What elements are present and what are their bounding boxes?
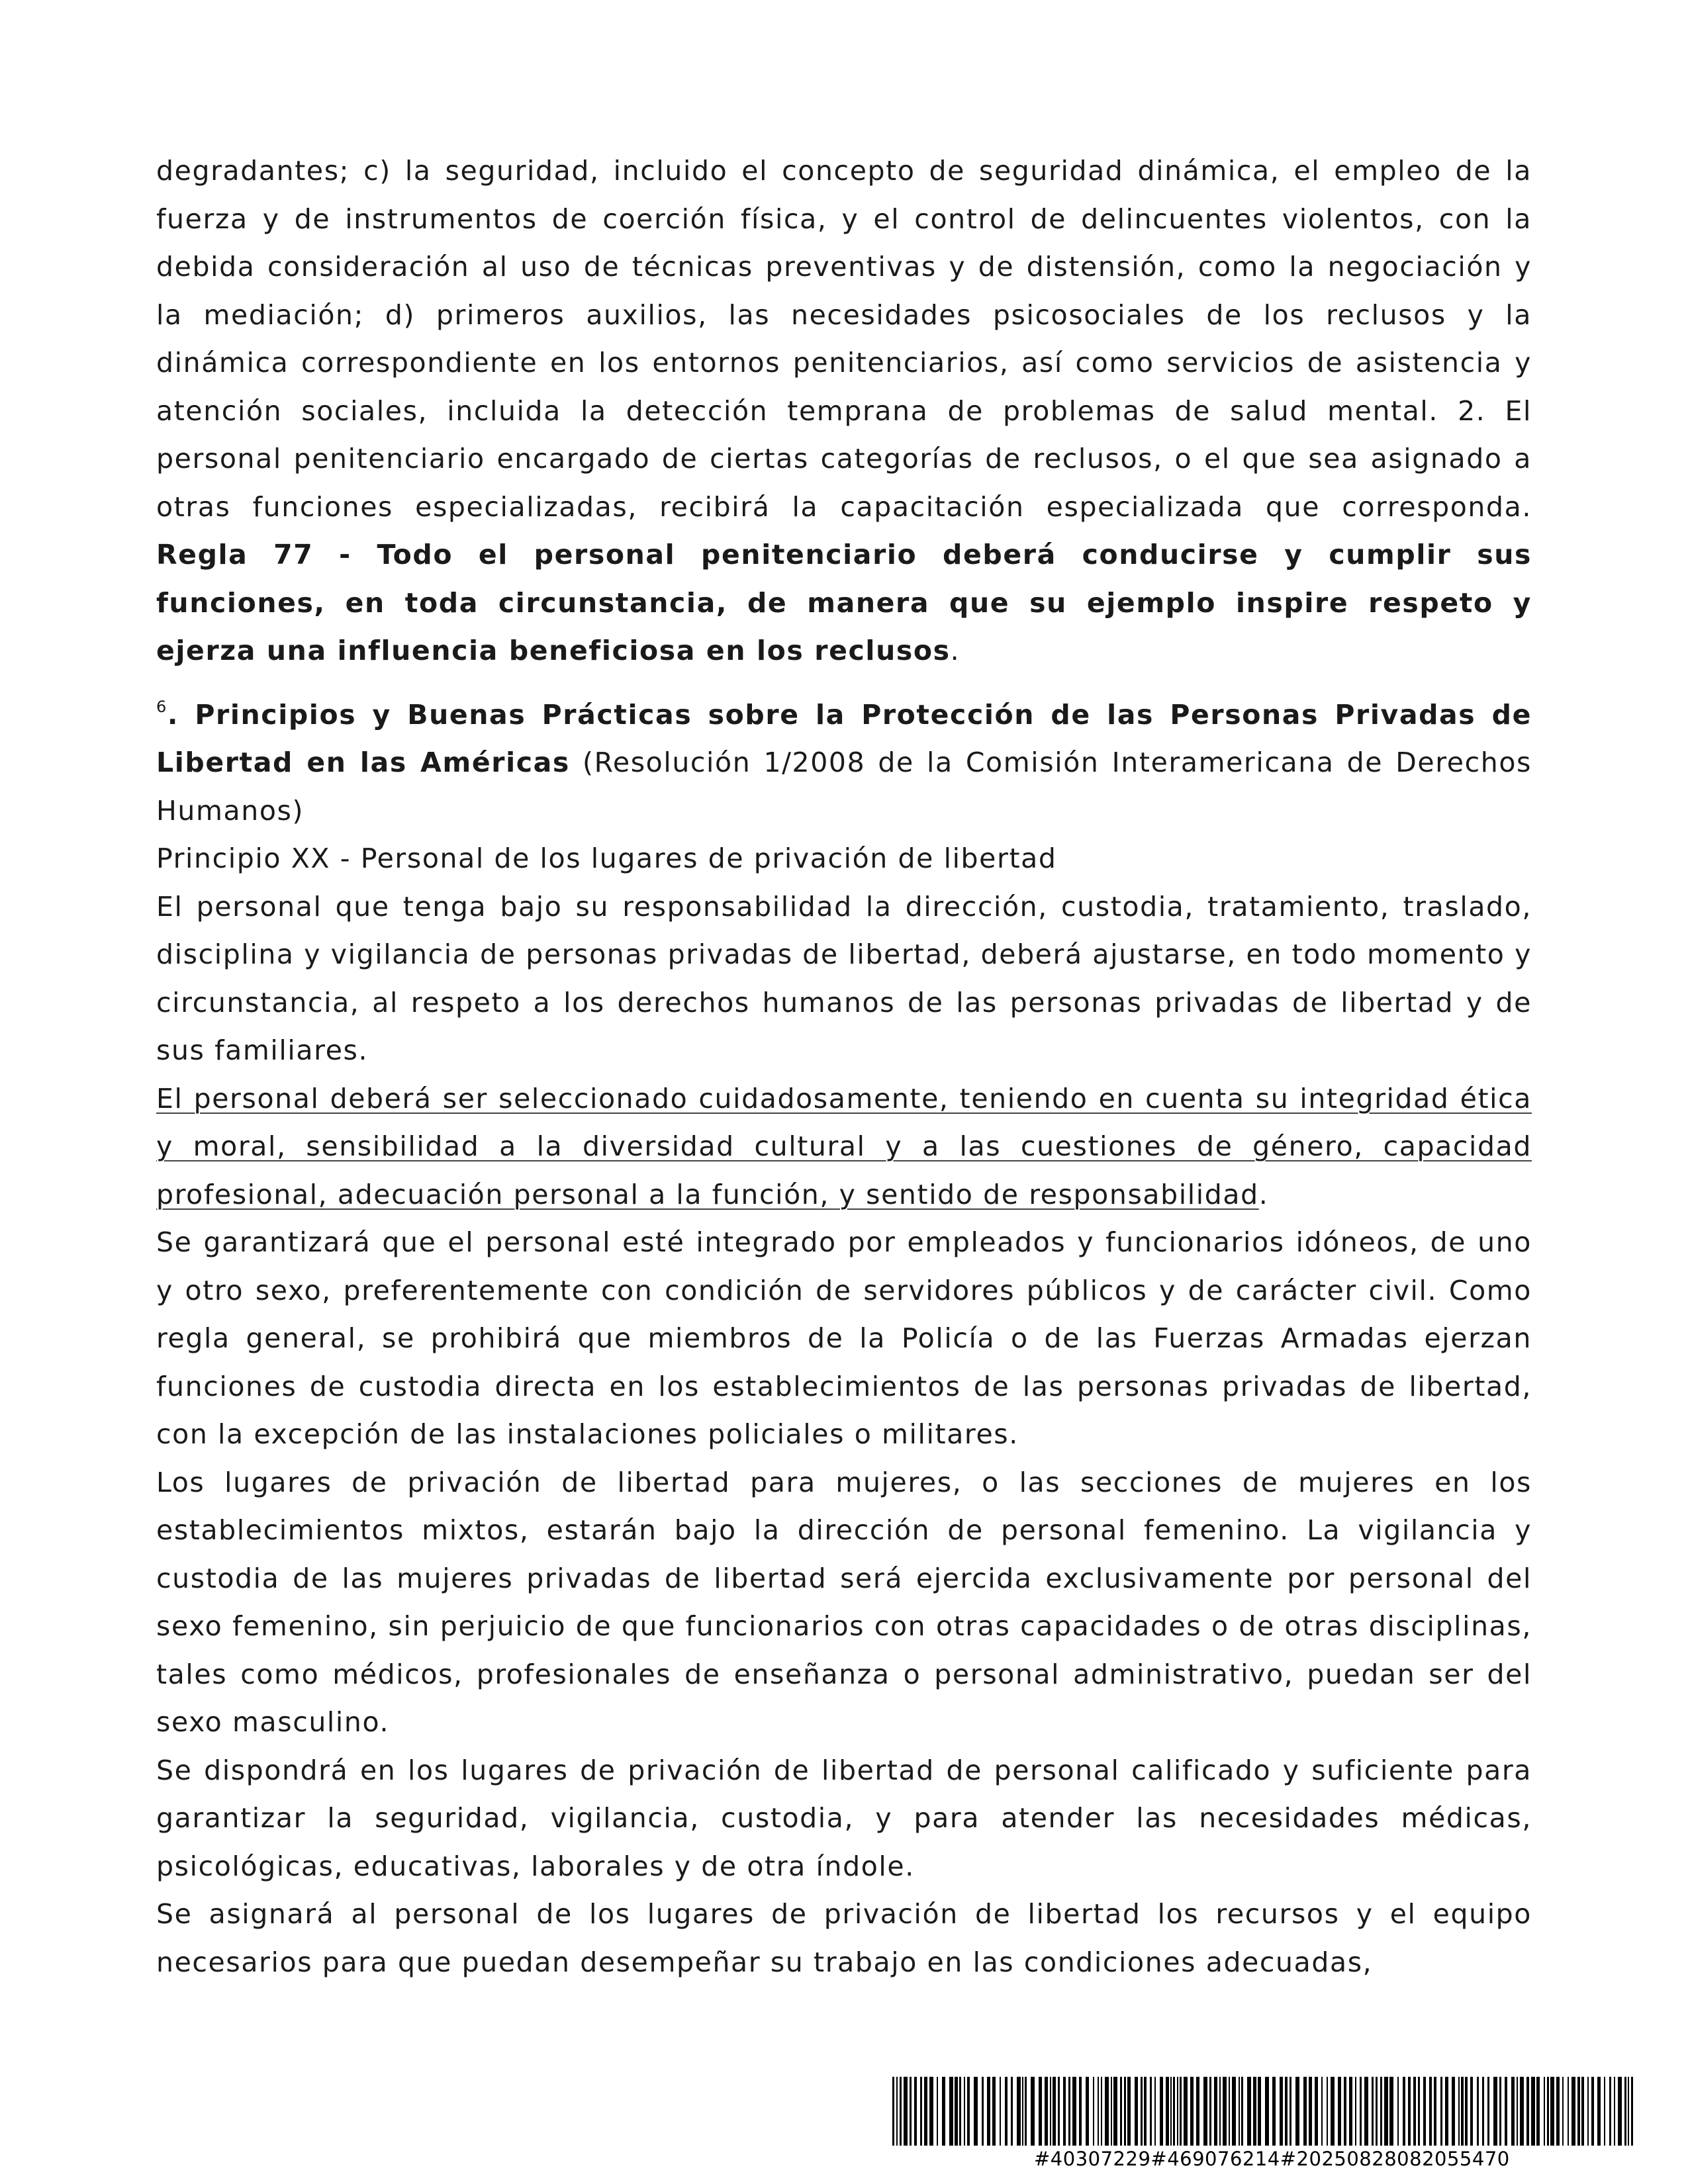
barcode-bar — [1344, 2077, 1346, 2146]
barcode-bar — [1571, 2077, 1575, 2146]
barcode-bar — [1624, 2077, 1626, 2146]
barcode-bar — [1093, 2077, 1094, 2146]
regla-77-period: . — [950, 635, 961, 666]
barcode-bar — [1376, 2077, 1378, 2146]
barcode-bar — [1418, 2077, 1420, 2146]
barcode-bar — [949, 2077, 953, 2146]
barcode-bar — [1050, 2077, 1051, 2146]
barcode-bar — [1429, 2077, 1432, 2146]
barcode-bar — [1039, 2077, 1042, 2146]
barcode-bar — [1086, 2077, 1089, 2146]
barcode-bar — [1338, 2077, 1341, 2146]
barcode-bar — [1177, 2077, 1178, 2146]
barcode-bar — [1154, 2077, 1156, 2146]
barcode-bar — [929, 2077, 933, 2146]
barcode-bar — [1209, 2077, 1211, 2146]
barcode-bar — [1591, 2077, 1594, 2146]
barcode-bar — [1285, 2077, 1288, 2146]
barcode-bar — [982, 2077, 984, 2146]
barcode-bar — [1150, 2077, 1152, 2146]
barcode-bar — [1531, 2077, 1535, 2146]
barcode-bar — [1184, 2077, 1188, 2146]
barcode-bar — [1458, 2077, 1460, 2146]
barcode-bar — [1440, 2077, 1442, 2146]
barcode-bar — [1372, 2077, 1374, 2146]
barcode-bar — [1556, 2077, 1560, 2146]
barcode-bar — [974, 2077, 978, 2146]
barcode-bar — [1403, 2077, 1405, 2146]
barcode-bar — [900, 2077, 902, 2146]
barcode-bar — [1609, 2077, 1611, 2146]
barcode-bar — [1445, 2077, 1448, 2146]
barcode-bar — [1321, 2077, 1323, 2146]
barcode-bar — [1526, 2077, 1529, 2146]
barcode-bar — [1327, 2077, 1328, 2146]
barcode-bar — [1101, 2077, 1102, 2146]
paragraph-3 — [156, 1218, 1532, 1459]
barcode-bar — [1461, 2077, 1464, 2146]
barcode-bar — [1113, 2077, 1117, 2146]
barcode-bar — [1364, 2077, 1368, 2146]
barcode-bar — [1079, 2077, 1082, 2146]
barcode-bar — [937, 2077, 938, 2146]
barcode-bar — [1272, 2077, 1276, 2146]
paragraph-5-text: Se dispondrá en los lugares de privación de libertad de personal calificado y suficiente para garantizar la seguridad, vigilancia, custodia, y para atender las necesidades médicas, psicológicas, educativas, laborales y de otra índole. — [156, 1754, 1532, 1882]
barcode-bar — [1587, 2077, 1589, 2146]
barcode-bar — [1355, 2077, 1356, 2146]
barcode-bar — [1577, 2077, 1580, 2146]
barcode-bar — [1536, 2077, 1540, 2146]
barcode-bar — [1141, 2077, 1143, 2146]
barcode-bar — [1517, 2077, 1518, 2146]
barcode-bar — [1389, 2077, 1393, 2146]
barcode-bar — [1397, 2077, 1399, 2146]
barcode-bar — [1493, 2077, 1497, 2146]
barcode-bar — [964, 2077, 965, 2146]
barcode-bar — [1247, 2077, 1251, 2146]
barcode-bar — [1303, 2077, 1307, 2146]
barcode-bar — [1053, 2077, 1056, 2146]
barcode-bar — [1098, 2077, 1099, 2146]
barcode-bar — [1499, 2077, 1501, 2146]
barcode-text: #40307229#469076214#20250828082055470 — [1034, 2148, 1510, 2170]
barcode-bar — [1477, 2077, 1479, 2146]
barcode-bar — [987, 2077, 990, 2146]
barcode-bar — [1058, 2077, 1060, 2146]
barcode-bar — [1434, 2077, 1436, 2146]
barcode-bar — [1562, 2077, 1564, 2146]
barcode-bar — [1452, 2077, 1455, 2146]
barcode-bar — [1063, 2077, 1066, 2146]
barcode-bar — [1068, 2077, 1070, 2146]
paragraph-2 — [156, 1075, 1532, 1219]
barcode-bar — [1017, 2077, 1021, 2146]
barcode-bar — [1170, 2077, 1172, 2146]
barcode-bar — [1470, 2077, 1473, 2146]
barcode-bar — [1031, 2077, 1035, 2146]
barcode-bar — [1631, 2077, 1633, 2146]
paragraph-6-text: Se asignará al personal de los lugares de privación de libertad los recursos y el equipo necesarios para que puedan desempeñar su trabajo en las condiciones adecuadas, — [156, 1898, 1532, 1978]
continuation-text: degradantes; c) la seguridad, incluido el concepto de seguridad dinámica, el empleo de la fuerza y de instrumentos de coerción física, y el control de delincuentes violentos, con la debida consideración al uso de técnicas preventivas y de distensión, como la negociación y la mediación; d) primeros auxilios, las necesidades psicosociales de los reclusos y la dinámica correspondiente en los entornos penitenciarios, así como servicios de asistencia y atención sociales, incluida la detección temprana de problemas de salud mental. 2. El personal penitenciario encargado de ciertas categorías de reclusos, o el que sea asignado a otras funciones especializadas, recibirá la capacitación especializada que corresponda. — [156, 155, 1532, 523]
barcode-bar — [1550, 2077, 1554, 2146]
barcode-bar — [920, 2077, 922, 2146]
barcode — [892, 2077, 1634, 2146]
barcode-bar — [1487, 2077, 1489, 2146]
paragraph-2-period: . — [1258, 1178, 1269, 1210]
barcode-image — [892, 2077, 1634, 2146]
barcode-bar — [1241, 2077, 1243, 2146]
barcode-bar — [967, 2077, 970, 2146]
barcode-bar — [1380, 2077, 1382, 2146]
paragraph-4-text: Los lugares de privación de libertad para mujeres, o las secciones de mujeres en los establecimientos mixtos, estarán bajo la dirección de personal femenino. La vigilancia y custodia de las mujeres privadas de libertad será ejercida exclusivamente por personal del sexo femenino, sin perjuicio de que funcionarios con otras capacidades o de otras disciplinas, tales como médicos, profesionales de enseñanza o personal administrativo, puedan ser del sexo masculino. — [156, 1466, 1532, 1738]
barcode-bar — [959, 2077, 961, 2146]
barcode-bar — [1232, 2077, 1236, 2146]
barcode-bar — [1045, 2077, 1048, 2146]
barcode-bar — [1072, 2077, 1076, 2146]
barcode-bar — [1239, 2077, 1240, 2146]
barcode-bar — [1289, 2077, 1291, 2146]
barcode-bar — [1360, 2077, 1362, 2146]
barcode-bar — [1309, 2077, 1312, 2146]
barcode-bar — [1253, 2077, 1256, 2146]
barcode-bar — [1408, 2077, 1411, 2146]
paragraph-6 — [156, 1890, 1532, 1986]
barcode-bar — [1618, 2077, 1622, 2146]
paragraph-1-text: El personal que tenga bajo su responsabilidad la dirección, custodia, tratamiento, traslado, disciplina y vigilancia de personas privadas de libertad, deberá ajustarse, en todo momento y circunstancia, al respeto a los derechos humanos de las personas privadas de libertad y de sus familiares. — [156, 890, 1532, 1066]
barcode-bar — [1295, 2077, 1299, 2146]
principios-source: (Resolución 1/2008 de la Comisión Interamericana de Derechos Humanos) — [156, 747, 1532, 827]
barcode-bar — [1628, 2077, 1629, 2146]
barcode-bar — [1614, 2077, 1615, 2146]
barcode-bar — [1219, 2077, 1221, 2146]
barcode-bar — [1223, 2077, 1227, 2146]
paragraph-5 — [156, 1747, 1532, 1891]
paragraph-3-text: Se garantizará que el personal esté integrado por empleados y funcionarios idóneos, de uno y otro sexo, preferentemente con condición de servidores públicos y de carácter civil. Como regla general, se prohibirá que miembros de la Policía o de las Fuerzas Armadas ejerzan funciones de custodia directa en los establecimientos de las personas privadas de libertad, con la excepción de las instalaciones policiales o militares. — [156, 1226, 1532, 1450]
barcode-bar — [1349, 2077, 1352, 2146]
continuation-paragraph — [156, 147, 1532, 675]
barcode-bar — [1331, 2077, 1335, 2146]
barcode-bar — [1505, 2077, 1507, 2146]
barcode-bar — [1144, 2077, 1147, 2146]
barcode-bar — [1203, 2077, 1207, 2146]
barcode-bar — [892, 2077, 894, 2146]
barcode-bar — [1214, 2077, 1217, 2146]
barcode-bar — [1511, 2077, 1515, 2146]
barcode-bar — [896, 2077, 898, 2146]
barcode-bar — [1120, 2077, 1122, 2146]
barcode-bar — [1315, 2077, 1318, 2146]
barcode-bar — [1280, 2077, 1283, 2146]
barcode-bar — [1229, 2077, 1230, 2146]
barcode-bar — [1258, 2077, 1261, 2146]
barcode-bar — [1127, 2077, 1131, 2146]
paragraph-1 — [156, 883, 1532, 1075]
barcode-bar — [1000, 2077, 1001, 2146]
barcode-bar — [1166, 2077, 1169, 2146]
paragraph-2-underlined-text: El personal deberá ser seleccionado cuidadosamente, teniendo en cuenta su integridad ética y moral, sensibilidad a la diversidad cultural y a las cuestiones de género, capacidad profesional, adecuación personal a la función, y sentido de responsabilidad — [156, 1082, 1532, 1210]
barcode-bar — [1465, 2077, 1468, 2146]
barcode-bar — [1423, 2077, 1426, 2146]
footnote-marker: 6 — [156, 697, 167, 716]
barcode-bar — [1482, 2077, 1484, 2146]
barcode-bar — [1568, 2077, 1569, 2146]
barcode-bar — [1173, 2077, 1175, 2146]
barcode-bar — [1384, 2077, 1388, 2146]
barcode-bar — [914, 2077, 917, 2146]
barcode-bar — [955, 2077, 958, 2146]
barcode-bar — [1105, 2077, 1109, 2146]
barcode-bar — [1413, 2077, 1416, 2146]
barcode-bar — [942, 2077, 945, 2146]
barcode-bar — [1124, 2077, 1126, 2146]
barcode-bar — [1544, 2077, 1545, 2146]
barcode-bar — [1604, 2077, 1605, 2146]
barcode-bar — [1520, 2077, 1524, 2146]
barcode-bar — [924, 2077, 927, 2146]
document-page — [156, 147, 1532, 1986]
principios-title: . Principios y Buenas Prácticas sobre la Protección de las Personas Privadas de Libertad en las Américas — [156, 698, 1532, 778]
barcode-bar — [1011, 2077, 1013, 2146]
barcode-bar — [1022, 2077, 1023, 2146]
barcode-bar — [1196, 2077, 1199, 2146]
barcode-bar — [1547, 2077, 1549, 2146]
barcode-bar — [1160, 2077, 1163, 2146]
barcode-bar — [992, 2077, 996, 2146]
barcode-bar — [1025, 2077, 1027, 2146]
paragraph-4 — [156, 1459, 1532, 1747]
barcode-bar — [1005, 2077, 1008, 2146]
barcode-bar — [1581, 2077, 1584, 2146]
barcode-bar — [904, 2077, 908, 2146]
regla-77-text: Regla 77 - Todo el personal penitenciario deberá conducirse y cumplir sus funciones, en toda circunstancia, de manera que su ejemplo inspire respeto y ejerza una influencia beneficiosa en los reclusos — [156, 539, 1532, 666]
barcode-bar — [1190, 2077, 1194, 2146]
principio-heading-text: Principio XX - Personal de los lugares de privación de libertad — [156, 842, 1057, 874]
barcode-bar — [910, 2077, 912, 2146]
barcode-bar — [1180, 2077, 1182, 2146]
barcode-bar — [1111, 2077, 1112, 2146]
principios-heading-paragraph — [156, 691, 1532, 835]
barcode-bar — [1135, 2077, 1138, 2146]
barcode-bar — [1597, 2077, 1601, 2146]
barcode-bar — [1265, 2077, 1269, 2146]
principio-xx-heading — [156, 835, 1532, 883]
